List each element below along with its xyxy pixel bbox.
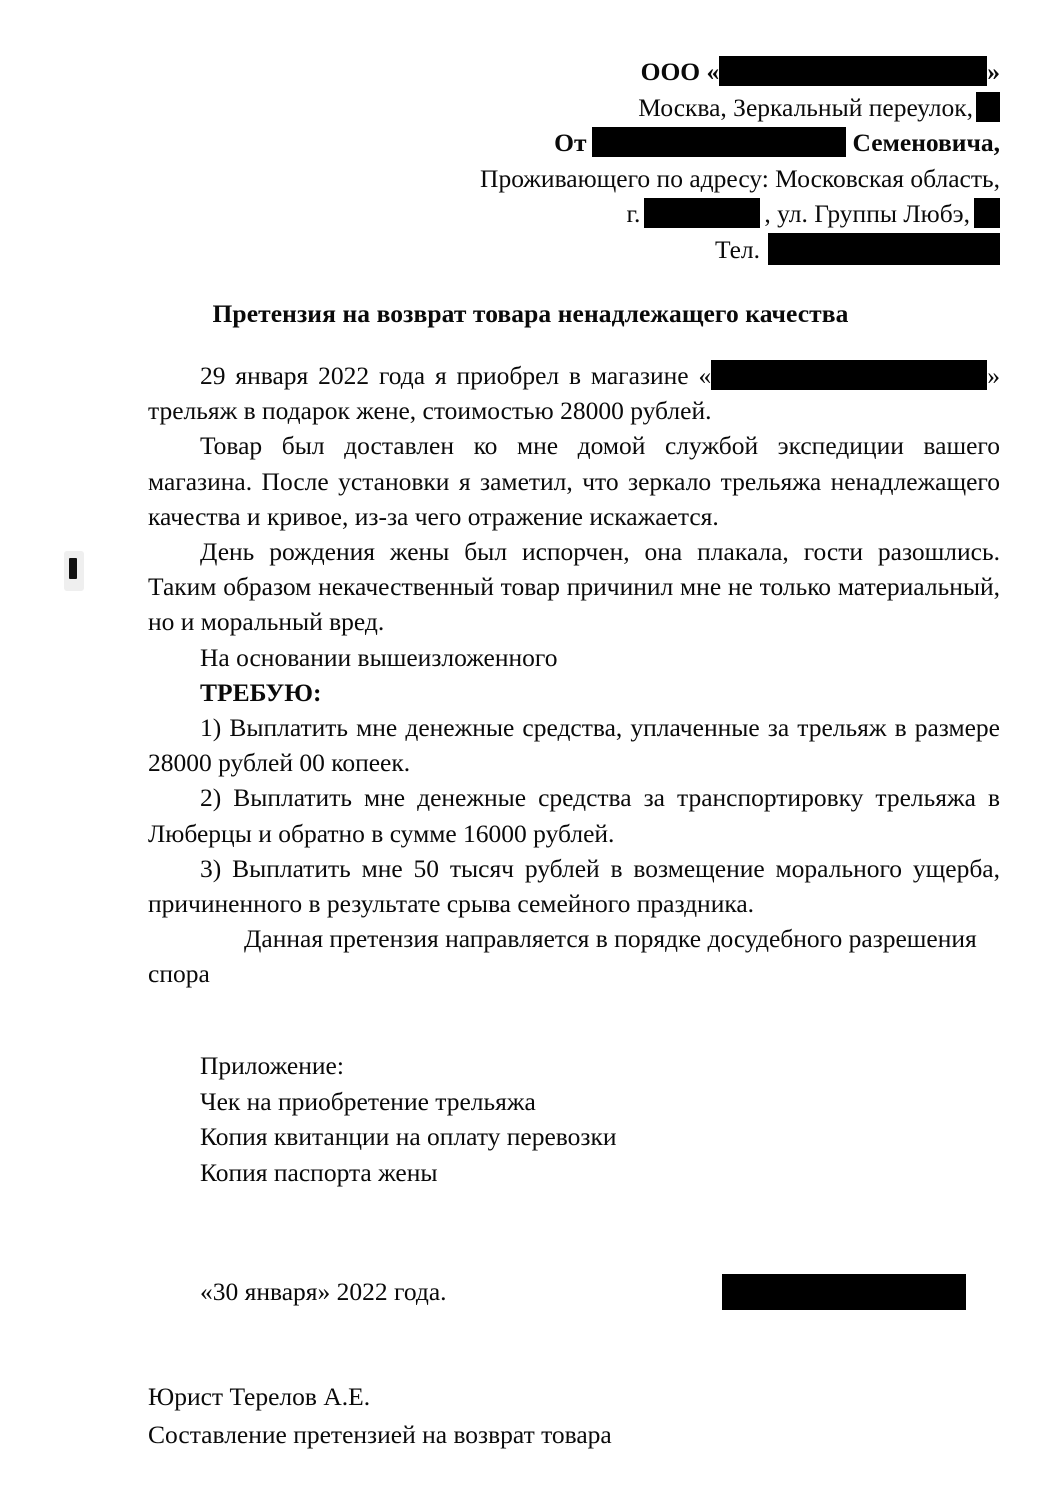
shop-name-redaction-part2 [873, 360, 987, 390]
shop-name-redaction-part1 [711, 360, 873, 390]
header-line-city-street [380, 90, 1000, 126]
paragraph-pretrial-notice: Данная претензия направляется в порядке досудебного разрешения спора [148, 924, 977, 989]
town-name-redaction [644, 198, 760, 228]
sender-name-redaction [592, 127, 846, 157]
company-name-redaction [719, 56, 987, 86]
page-title: Претензия на возврат товара ненадлежащего качества [212, 299, 849, 328]
signature-redaction [722, 1274, 966, 1310]
sender-prefix-label: От [554, 128, 587, 157]
header-line-town-street [380, 196, 1000, 232]
demand-heading: ТРЕБУЮ: [200, 677, 322, 707]
header-line-residence [380, 161, 1000, 197]
demand-item-3: 3) Выплатить мне 50 тысяч рублей в возмещение морального ущерба, причиненного в результате срыва семейного праздника. [148, 853, 1000, 919]
company-suffix-label: » [987, 57, 1000, 86]
town-prefix-label: г. [626, 199, 641, 228]
attachments-heading: Приложение: [200, 1051, 344, 1080]
attachment-item-3: Копия паспорта жены [200, 1157, 438, 1187]
paragraph-basis: На основании вышеизложенного [200, 642, 558, 672]
attachment-item-1: Чек на приобретение трельяжа [200, 1086, 536, 1116]
phone-number-redaction [768, 233, 1000, 265]
attachment-item-2: Копия квитанции на оплату перевозки [200, 1122, 617, 1151]
company-address-redaction [976, 92, 1000, 122]
scan-artifact-mark [64, 551, 84, 591]
header-address-block [380, 54, 1000, 267]
paragraph-delivery: Товар был доставлен ко мне домой службой экспедиции вашего магазина. После установки я заметил, что зеркало трельяжа ненадлежащего качества и кривое, из-за чего отражение искажается. [148, 431, 1000, 531]
residence-label: Проживающего по адресу: Московская область, [480, 163, 1000, 193]
header-line-company [380, 54, 1000, 90]
company-prefix-label: ООО « [640, 57, 720, 86]
paragraph-damage: День рождения жены был испорчен, она плакала, гости разошлись. Таким образом некачественный товар причинил мне не только материальный, но и моральный вред. [148, 537, 1000, 637]
sender-patronymic-label: Семеновича, [852, 128, 1000, 157]
demand-item-1: 1) Выплатить мне денежные средства, уплаченные за трельяж в размере 28000 рублей 00 копеек. [148, 713, 1000, 778]
header-line-sender [380, 125, 1000, 161]
company-address-label: Москва, Зеркальный переулок, [638, 92, 973, 122]
street-label: , ул. Группы Любэ, [764, 199, 970, 228]
purchase-text-start: 29 января 2022 года я приобрел в магазине « [200, 361, 712, 390]
purchase-text-end: » трельяж в подарок жене, стоимостью 28000 рублей. [148, 361, 1000, 426]
header-line-phone [380, 232, 1000, 268]
service-description-label: Составление претензией на возврат товара [148, 1420, 612, 1449]
house-number-redaction [974, 198, 1000, 228]
demand-item-2: 2) Выплатить мне денежные средства за транспортировку трельяжа в Люберцы и обратно в сумме 16000 рублей. [148, 783, 1000, 848]
paragraph-purchase [148, 358, 1000, 428]
document-body [148, 358, 1000, 992]
phone-prefix-label: Тел. [714, 234, 760, 264]
lawyer-footer-block [148, 1378, 848, 1454]
attachments-block [200, 1048, 900, 1190]
lawyer-name-label: Юрист Терелов А.Е. [148, 1382, 371, 1411]
signature-date: «30 января» 2022 года. [200, 1277, 447, 1306]
